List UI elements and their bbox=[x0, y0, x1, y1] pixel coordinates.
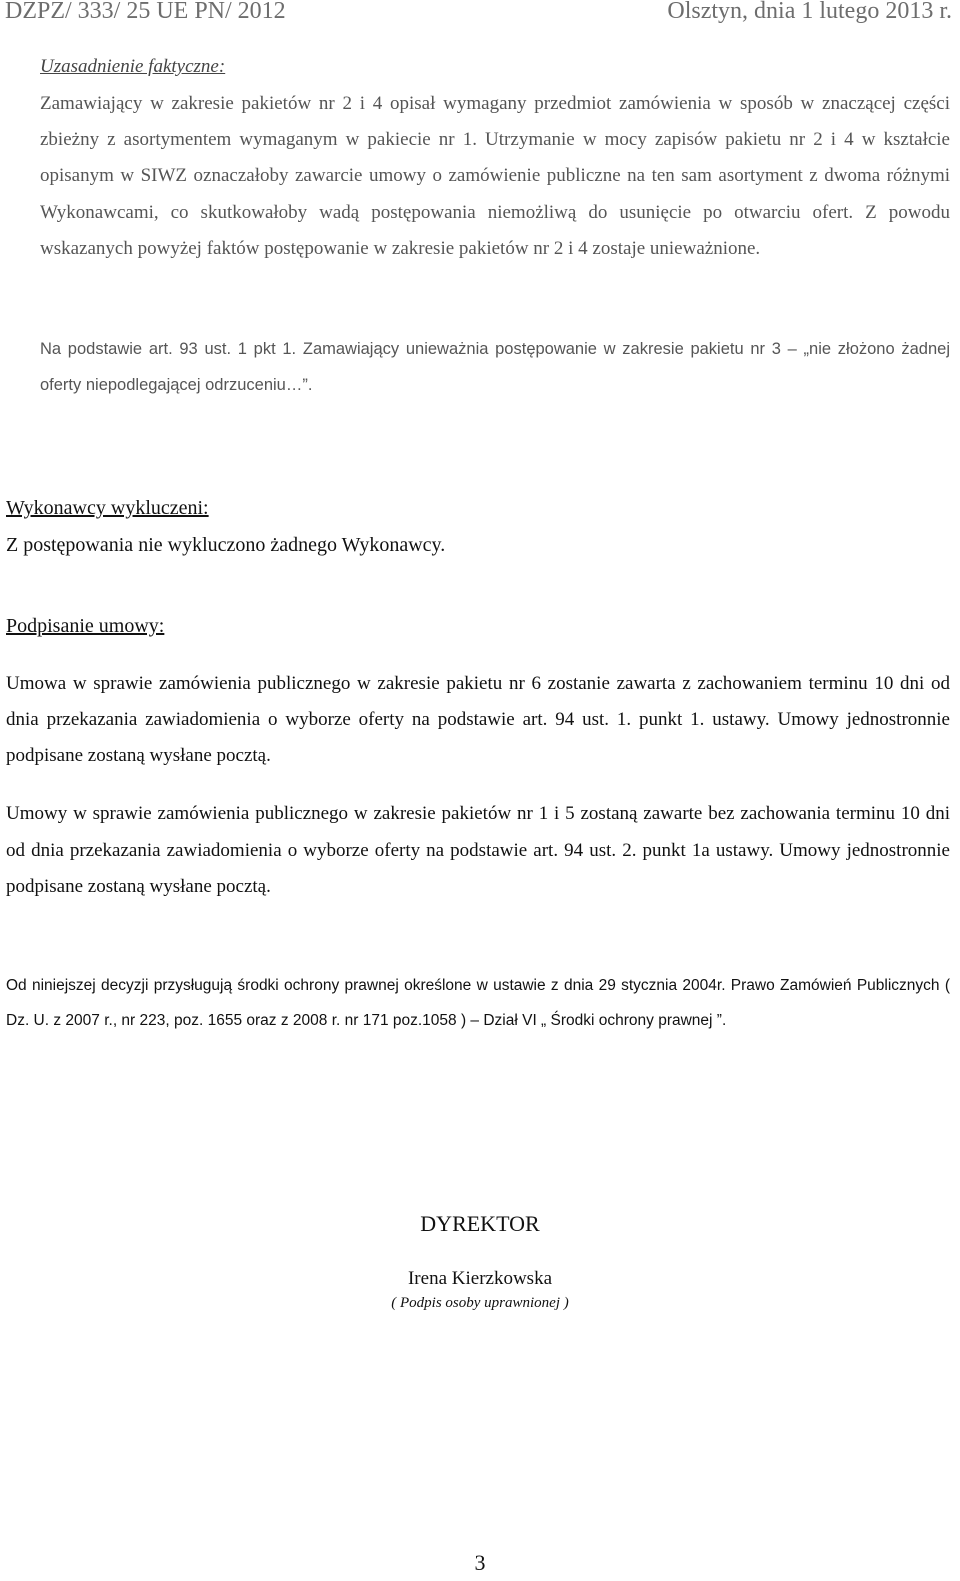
signatory-name: Irena Kierzkowska bbox=[407, 1268, 552, 1289]
signing-paragraph-1: Umowa w sprawie zamówienia publicznego w zakresie pakietu nr 6 zostanie zawarta z zachowaniem terminu 10 dni od dnia przekazania zawiadomienia o wyborze oferty na podstawie art. 94 ust. 1. punkt 1. ustawy. Umowy jednostronnie podpisane zostaną wysłane pocztą. bbox=[6, 673, 950, 766]
reference-number: DZPZ/ 333/ 25 UE PN/ 2012 bbox=[5, 0, 286, 24]
page-number: 3 bbox=[474, 1550, 486, 1575]
excluded-heading: Wykonawcy wykluczeni: bbox=[6, 497, 209, 519]
signing-heading: Podpisanie umowy: bbox=[6, 615, 165, 637]
justification-heading: Uzasadnienie faktyczne: bbox=[40, 56, 226, 77]
place-and-date: Olsztyn, dnia 1 lutego 2013 r. bbox=[667, 0, 952, 24]
signature-note: ( Podpis osoby uprawnionej ) bbox=[391, 1295, 569, 1311]
signatory-title: DYREKTOR bbox=[420, 1211, 540, 1236]
excluded-text: Z postępowania nie wykluczono żadnego Wykonawcy. bbox=[6, 534, 446, 556]
justification-paragraph: Zamawiający w zakresie pakietów nr 2 i 4 opisał wymagany przedmiot zamówienia w sposób w znaczącej części zbieżny z asortymentem wymaganym w pakiecie nr 1. Utrzymanie w mocy zapisów pakietu nr 2 i 4 w kształcie opisanym w SIWZ oznaczałoby zawarcie umowy o zamówienie publiczne na ten sam asortyment z dwoma różnymi Wykonawcami, co skutkowałoby wadą postępowania niemożliwą do usunięcie po otwarciu ofert. Z powodu wskazanych powyżej faktów postępowanie w zakresie pakietów nr 2 i 4 zostaje unieważnione. bbox=[40, 93, 950, 259]
legal-basis-paragraph: Na podstawie art. 93 ust. 1 pkt 1. Zamawiający unieważnia postępowanie w zakresie pakietu nr 3 – „nie złożono żadnej oferty niepodlegającej odrzuceniu…”. bbox=[40, 340, 950, 394]
document-header bbox=[5, 0, 952, 26]
signing-paragraph-2: Umowy w sprawie zamówienia publicznego w zakresie pakietów nr 1 i 5 zostaną zawarte bez zachowania terminu 10 dni od dnia przekazania zawiadomienia o wyborze oferty na podstawie art. 94 ust. 2. punkt 1a ustawy. Umowy jednostronnie podpisane zostaną wysłane pocztą. bbox=[6, 803, 950, 897]
remedies-paragraph: Od niniejszej decyzji przysługują środki ochrony prawnej określone w ustawie z dnia 29 stycznia 2004r. Prawo Zamówień Publicznych ( Dz. U. z 2007 r., nr 223, poz. 1655 oraz z 2008 r. nr 171 poz.1058 ) – Dział VI „ Środki ochrony prawnej ”. bbox=[6, 977, 950, 1029]
